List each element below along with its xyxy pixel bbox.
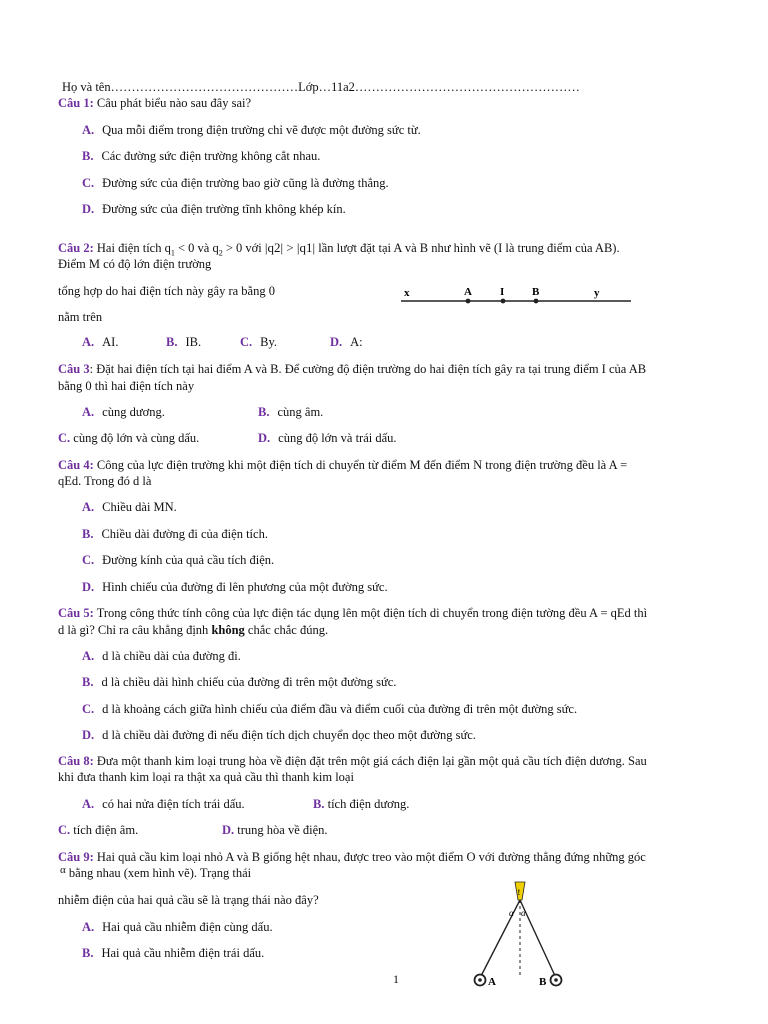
q2-figure-label-x: x bbox=[404, 287, 410, 299]
q2-stem-line4: nằm trên bbox=[58, 310, 103, 324]
q3-option-c: C. cùng độ lớn và cùng dấu. bbox=[58, 431, 200, 445]
q9-stem-line1: Câu 9: Hai quả cầu kim loại nhỏ A và B giống hệt nhau, được treo vào một điểm O với đường thẳng đứng những góc bbox=[58, 850, 646, 864]
q8-option-b: B. tích điện dương. bbox=[313, 797, 410, 811]
q2-label: Câu 2: bbox=[58, 241, 94, 255]
q2-figure-label-a: A bbox=[464, 286, 472, 298]
alpha-symbol: α bbox=[60, 864, 66, 876]
header-line: Họ và tên………………………………………Lớp…11a2……………………………………………… bbox=[62, 80, 580, 94]
q4-option-b: B. Chiều dài đường đi của điện tích. bbox=[82, 527, 268, 541]
q2-abs-expression: |q2| > |q1| bbox=[264, 240, 316, 255]
q8-stem-line1: Câu 8: Đưa một thanh kim loại trung hòa về điện đặt trên một giá cách điện lại gần một quả cầu tích điện dương. Sau bbox=[58, 754, 647, 768]
q5-option-c: C. d là khoảng cách giữa hình chiếu của điểm đầu và điểm cuối của đường đi trên một đường sức. bbox=[82, 702, 578, 716]
q2-figure-point-i bbox=[501, 299, 506, 304]
page-number: 1 bbox=[393, 972, 399, 986]
q2-option-a: A. AI. bbox=[82, 335, 119, 349]
q9-label: Câu 9: bbox=[58, 850, 94, 864]
q3-label: Câu 3 bbox=[58, 362, 90, 376]
suspension-mark: ! bbox=[517, 888, 521, 897]
angle-alpha-right: α bbox=[521, 908, 526, 918]
q9-option-a: A. Hai quả cầu nhiễm điện cùng dấu. bbox=[82, 920, 273, 934]
q4-option-a: A. Chiều dài MN. bbox=[82, 500, 177, 514]
q1-text: Câu phát biểu nào sau đây sai? bbox=[96, 96, 252, 110]
q5-option-d: D. d là chiều dài đường đi nếu điện tích dịch chuyển dọc theo một đường sức. bbox=[82, 728, 476, 742]
q1-stem bbox=[58, 96, 251, 111]
q3-option-a: A. cùng dương. bbox=[82, 405, 165, 419]
q2-figure-label-i: I bbox=[500, 286, 505, 298]
q8-option-a: A. có hai nửa điện tích trái dấu. bbox=[82, 797, 245, 811]
q5-label: Câu 5: bbox=[58, 606, 94, 620]
q2-option-b: B. IB. bbox=[166, 335, 202, 349]
q5-stem-line1: Câu 5: Trong công thức tính công của lực điện tác dụng lên một điện tích di chuyển trong điện tường đều A = qEd thì bbox=[58, 606, 648, 620]
q5-option-a: A. d là chiều dài của đường đi. bbox=[82, 649, 241, 663]
q2-stem-line1: Câu 2: Hai điện tích $q_1 < 0$ và $q_2 > 0$ với |q2| > |q1| lần lượt đặt tại A và B như hình vẽ (I là trung điểm của AB). bbox=[58, 240, 620, 258]
q3-stem-line1: Câu 3: Đặt hai điện tích tại hai điểm A và B. Để cường độ điện trường do hai điện tích gây ra tại trung điểm I của AB bbox=[58, 362, 647, 376]
q2-line-figure bbox=[395, 280, 635, 312]
q2-figure-point-a bbox=[466, 299, 471, 304]
sphere-b-label: B bbox=[539, 976, 547, 988]
left-thread bbox=[480, 900, 520, 978]
q8-option-d: D. trung hòa về điện. bbox=[222, 823, 328, 837]
q4-option-d: D. Hình chiếu của đường đi lên phương của một đường sức. bbox=[82, 580, 388, 594]
q3-stem-line2: bằng 0 thì hai điện tích này bbox=[58, 379, 195, 393]
q2-option-c: C. By. bbox=[240, 335, 278, 349]
q8-label: Câu 8: bbox=[58, 754, 94, 768]
sphere-a-label: A bbox=[488, 976, 496, 988]
q9-option-b: B. Hai quả cầu nhiễm điện trái dấu. bbox=[82, 946, 265, 960]
q2-option-d: D. A: bbox=[330, 335, 363, 349]
q2-stem-line2: Điểm M có độ lớn điện trường bbox=[58, 257, 212, 271]
q2-stem-line3: tổng hợp do hai điện tích này gây ra bằng 0 bbox=[58, 284, 275, 298]
q4-stem-line1: Câu 4: Công của lực điện trường khi một điện tích di chuyển từ điểm M đến điểm N trong điện trường đều là A = bbox=[58, 458, 628, 472]
q9-pendulum-figure bbox=[470, 878, 570, 990]
q3-option-b: B. cùng âm. bbox=[258, 405, 324, 419]
q1-option-c: C. Đường sức của điện trường bao giờ cũng là đường thẳng. bbox=[82, 176, 389, 190]
q2-figure-label-y: y bbox=[594, 287, 600, 299]
q3-option-d: D. cùng độ lớn và trái dấu. bbox=[258, 431, 397, 445]
q2-figure-point-b bbox=[534, 299, 539, 304]
q9-stem-line3: nhiễm điện của hai quả cầu sẽ là trạng thái nào đây? bbox=[58, 893, 319, 907]
q8-option-c: C. tích điện âm. bbox=[58, 823, 139, 837]
q1-label: Câu 1: bbox=[58, 96, 94, 110]
q9-stem-line2: α bằng nhau (xem hình vẽ). Trạng thái bbox=[60, 864, 252, 880]
q4-label: Câu 4: bbox=[58, 458, 94, 472]
q5-option-b: B. d là chiều dài hình chiếu của đường đi trên một đường sức. bbox=[82, 675, 397, 689]
q5-stem-line2: d là gì? Chỉ ra câu khẳng định không chắc chắc đúng. bbox=[58, 623, 329, 637]
q1-option-b: B. Các đường sức điện trường không cắt nhau. bbox=[82, 149, 321, 163]
q8-stem-line2: khi đưa thanh kim loại ra thật xa quả cầu thì thanh kim loại bbox=[58, 770, 354, 784]
q1-option-d: D. Đường sức của điện trường tĩnh không khép kín. bbox=[82, 202, 346, 216]
q4-option-c: C. Đường kính của quả cầu tích điện. bbox=[82, 553, 275, 567]
q1-option-a: A. Qua mỗi điểm trong điện trường chỉ vẽ được một đường sức từ. bbox=[82, 123, 421, 137]
angle-alpha-left: α bbox=[509, 908, 514, 918]
q2-figure-label-b: B bbox=[532, 286, 540, 298]
q4-stem-line2: qEd. Trong đó d là bbox=[58, 474, 152, 488]
